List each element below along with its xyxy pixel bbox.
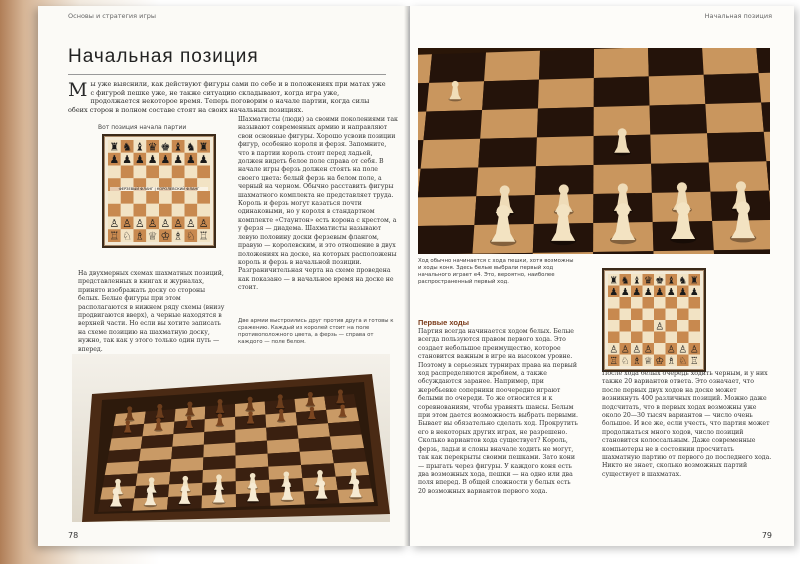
lead-text: ы уже выяснили, как действуют фигуры сами по себе и в положениях при матах уже с фигурой пешке уже, не также ситуацию складывают, когда игра уже, продолжается некоторое время. Теперь поговорим о начале партии, когда силы обеих сторон в полном составе стоят на своих начальных позициях.: [68, 80, 386, 114]
chess-piece: [148, 153, 158, 166]
diagram-board-e4: [608, 274, 700, 366]
page-title: Начальная позиция: [68, 46, 259, 67]
board-square: [666, 332, 678, 344]
board-square: [421, 139, 481, 169]
board-square: [649, 75, 706, 106]
chess-piece: [644, 356, 653, 366]
chess-piece: [678, 287, 687, 298]
board-square: [677, 309, 689, 321]
board-square: [204, 430, 236, 445]
body-column-right-page-1: Партия всегда начинается ходом белых. Белые всегда пользуются правом первого хода. Это создает небольшое преимущество, которое становится важным в игре на высоком уровне. Поэтому в серьезных турнирах права на первый ход распределяются жребием, а также обсуждаются заранее. Например, при жеребьевке соперники поочередно играют белыми по очереди. То же относится и к соревнованиям, чтобы уравнять шансы. Белым при этом дается возможность выбрать первыми. Бывает вы обязательно сделать ход. Прокрутить его в некоторых других играх, не разрешено. Сколько вариантов хода существует? Король, ферзь, ладьи и слоны вначале ходить не могут, так как перекрыты своими пешками. Зато кони — прыгать через фигуры. У каждого коня есть два возможных хода, пешки — на одно или два поля вперед. В общей сложности у белых есть 20 возможных вариантов первого хода.: [418, 328, 578, 495]
chess-piece: [199, 153, 209, 166]
board-square: [608, 320, 620, 332]
chess-piece: [644, 275, 653, 286]
chess-piece: [110, 217, 120, 230]
chess-piece: [148, 230, 158, 242]
board-square: [478, 137, 537, 167]
chess-piece: [609, 275, 618, 286]
chess-piece: [609, 287, 618, 298]
body-column-left: На двухмерных схемах шахматных позиций, представленных в книгах и журналах, принято изображать доску со стороны белых. Белые фигуры при этом располагаются в нижнем ряду схемы (внизу продвигаются вверх), а черные находятся в верхней части. Но если вы хотите записать на схеме позицию на шахматную доску, нужно, так как у этого только один путь — вперед.: [78, 270, 225, 353]
board-square: [650, 104, 708, 135]
board-square: [159, 166, 172, 179]
board-square: [677, 320, 689, 332]
board-square: [141, 434, 174, 449]
board-square: [137, 459, 171, 473]
chess-piece: [122, 217, 132, 230]
board-square: [654, 343, 666, 355]
board-square: [172, 166, 185, 179]
chess-piece: [186, 217, 196, 230]
chess-piece: [678, 344, 687, 355]
board-square: [643, 320, 655, 332]
board-square: [539, 49, 594, 80]
board-square: [171, 445, 204, 460]
board-square: [704, 73, 762, 104]
board-square: [654, 332, 666, 344]
board-square: [334, 462, 369, 477]
chess-piece: [690, 275, 699, 286]
flank-label: ФЕРЗЕВЫЙ ФЛАНГ | КОРОЛЕВСКИЙ ФЛАНГ: [110, 187, 208, 191]
board-square: [705, 103, 763, 134]
chess-piece: [135, 217, 145, 230]
chess-piece: [655, 356, 664, 366]
chess-piece: [148, 217, 158, 230]
board-square: [689, 309, 701, 321]
chess-piece: [161, 217, 171, 230]
chess-piece: [173, 230, 183, 242]
board-square: [121, 166, 134, 179]
board-square: [268, 452, 301, 467]
board-square: [689, 320, 701, 332]
board-square: [537, 107, 594, 137]
board-square: [648, 48, 704, 76]
board-square: [480, 109, 538, 139]
chess-piece: [161, 140, 171, 153]
chess-piece: [122, 230, 132, 242]
board-square: [185, 191, 198, 204]
board-square: [328, 421, 361, 437]
chess-piece: [667, 356, 676, 366]
chess-piece: [655, 287, 664, 298]
body-column-right: Шахматисты (люди) за своими поколениями так называют современных армию и направляют свои основные фигуры. Хорошо усвоив позиции фигур, особенно короля и ферзя. Запомните, что в партии король стоит перед ладьей, должен видеть белое поле справа от себя. В начале игры ферзь должен стоять на поле своего цвета: белый ферзь на белом поле, а черный на черном. Обычно расставить фигуры шахматного комплекта не представляет труда. Король и ферзь могут казаться почти одинаковыми, но у короля в стандартном комплекте «Стаунтон» есть корона с крестом, а у ферзя — диадема. Шахматисты называют левую половину доски ферзевым флангом, правую — королевским, и это отношение в двух положениях на доске, на которых расположены король и ферзь в начальной позиции. Разграничительная черта на схеме проведена как показано — в начальное время на доске не стоит.: [238, 116, 398, 292]
photo-illustration-closeup: [418, 48, 770, 254]
chess-piece: [667, 344, 676, 355]
chess-piece: [621, 344, 630, 355]
left-page: [38, 6, 408, 546]
board-square: [330, 435, 364, 450]
chess-piece: [173, 217, 183, 230]
board-square: [236, 454, 269, 469]
chess-piece: [122, 153, 132, 166]
board-square: [267, 439, 300, 454]
board-square: [121, 191, 134, 204]
board-square: [134, 191, 147, 204]
chess-piece: [186, 230, 196, 242]
board-square: [298, 437, 331, 452]
running-head-left: Основы и стратегия игры: [68, 12, 157, 20]
board-square: [677, 332, 689, 344]
chess-piece: [161, 230, 171, 242]
chess-piece: [173, 140, 183, 153]
photo-caption-right: Ход обычно начинается с хода пешки, хотя возможны и ходы коня. Здесь белые выбрали первый ход начального играет е4. Это, вероятно, наиболее распространенный первый ход.: [418, 258, 574, 285]
board-square: [105, 461, 139, 475]
board-square: [159, 191, 172, 204]
board-square: [197, 166, 210, 179]
photo-caption-left: Две армии выстроились друг против друга и готовы к сражению. Каждый из королей стоит на поле противоположного цвета, а ферзь — справа от каждого — поле белом.: [238, 318, 394, 345]
title-rule: [68, 74, 386, 75]
right-page: [410, 6, 794, 546]
board-square: [620, 309, 632, 321]
board-square: [631, 297, 643, 309]
board-square: [608, 332, 620, 344]
chess-piece: [186, 140, 196, 153]
board-square: [109, 436, 142, 450]
chess-piece: [667, 275, 676, 286]
lead-paragraph: [68, 80, 388, 114]
board-square: [654, 297, 666, 309]
chess-piece: [199, 230, 209, 242]
board-square: [429, 53, 486, 83]
chess-piece: [173, 153, 183, 166]
board-square: [608, 309, 620, 321]
board-square: [146, 191, 159, 204]
photo-illustration: [72, 354, 390, 522]
board-square: [689, 332, 701, 344]
chess-piece: [621, 356, 630, 366]
board-square: [332, 448, 367, 463]
board-square: [139, 447, 172, 461]
board-square: [650, 133, 708, 164]
board-square: [689, 297, 701, 309]
body-column-right-page-2: После хода белых очередь ходить черным, и у них также 20 вариантов ответа. Это означает, что после первых двух ходов на доске может возникнуть 400 различных позиций. Можно даже подсчитать, что в первых ходах возможны уже около 20—30 тысяч вариантов — число очень большое. И все же, если учесть, что партия может продолжаться много ходов, число позиций становится колоссальным. Даже современные компьютеры не в состоянии просчитать шахматную партию от первого до последнего хода. Никто не знает, сколько возможных партий существует в шахматах.: [602, 370, 772, 478]
board-square: [482, 80, 539, 110]
board-square: [108, 166, 121, 179]
board-square: [146, 166, 159, 179]
chess-piece: [135, 230, 145, 242]
chess-piece: [632, 287, 641, 298]
chess-piece: [609, 344, 618, 355]
chess-piece: [655, 275, 664, 286]
board-square: [643, 297, 655, 309]
board-square: [146, 204, 159, 217]
chess-piece: [621, 287, 630, 298]
board-square: [666, 297, 678, 309]
board-square: [172, 432, 204, 447]
board-square: [203, 443, 235, 458]
board-square: [172, 191, 185, 204]
board-square: [423, 110, 482, 140]
board-square: [620, 297, 632, 309]
board-square: [707, 132, 766, 163]
board-square: [134, 166, 147, 179]
board-square: [538, 78, 594, 109]
board-square: [185, 204, 198, 217]
chess-piece: [678, 275, 687, 286]
chess-piece: [122, 140, 132, 153]
book-spread: [38, 6, 794, 546]
chess-piece: [678, 356, 687, 366]
board-square: [620, 320, 632, 332]
board-square: [677, 297, 689, 309]
board-square: [418, 225, 474, 254]
section-subhead: Первые ходы: [418, 318, 470, 327]
first-move-diagram: [602, 268, 706, 372]
board-square: [631, 320, 643, 332]
chessboard-photo-left: [72, 354, 390, 522]
diagram-board: [108, 140, 210, 242]
chess-piece: [609, 356, 618, 366]
board-square: [300, 450, 334, 465]
chess-piece: [632, 344, 641, 355]
board-square: [235, 428, 267, 443]
board-square: [631, 332, 643, 344]
chess-piece: [199, 140, 209, 153]
board-square: [297, 423, 330, 438]
board-square: [643, 332, 655, 344]
board-square: [536, 136, 594, 166]
board-square: [266, 425, 298, 440]
board-square: [134, 204, 147, 217]
chess-piece: [621, 275, 630, 286]
board-square: [594, 48, 649, 78]
chess-piece: [135, 140, 145, 153]
board-square: [235, 441, 267, 456]
board-square: [172, 204, 185, 217]
chess-piece: [110, 230, 120, 242]
board-square: [121, 204, 134, 217]
board-square: [197, 204, 210, 217]
board-square: [107, 449, 141, 463]
board-square: [418, 196, 476, 226]
board-square: [666, 320, 678, 332]
board-square: [170, 457, 203, 471]
board-square: [185, 166, 198, 179]
board-square: [643, 309, 655, 321]
drop-cap: М: [68, 79, 88, 101]
diagram-caption: Вот позиция начала партии: [98, 124, 187, 131]
board-square: [654, 309, 666, 321]
board-square: [108, 204, 121, 217]
chess-piece: [110, 140, 120, 153]
chessboard-photo-right: [418, 48, 770, 254]
chess-piece: [690, 287, 699, 298]
board-square: [197, 191, 210, 204]
starting-position-diagram: [102, 134, 216, 248]
chess-piece: [186, 153, 196, 166]
chess-piece: [161, 153, 171, 166]
board-square: [108, 191, 121, 204]
chess-piece: [655, 321, 664, 332]
chess-piece: [148, 140, 158, 153]
chess-piece: [690, 344, 699, 355]
running-head-right: Начальная позиция: [704, 12, 772, 20]
page-number-left: 78: [68, 531, 79, 540]
chess-piece: [644, 344, 653, 355]
board-square: [594, 76, 650, 107]
chess-piece: [690, 356, 699, 366]
chess-piece: [110, 153, 120, 166]
chess-piece: [199, 217, 209, 230]
board-square: [702, 48, 759, 75]
board-square: [203, 456, 236, 471]
board-square: [159, 204, 172, 217]
chess-piece: [644, 287, 653, 298]
board-square: [484, 51, 540, 82]
board-square: [418, 168, 478, 198]
page-number-right: 79: [761, 531, 772, 540]
chess-piece: [632, 275, 641, 286]
chess-piece: [135, 153, 145, 166]
board-square: [666, 309, 678, 321]
board-square: [631, 309, 643, 321]
chess-piece: [667, 287, 676, 298]
board-square: [620, 332, 632, 344]
chess-piece: [632, 356, 641, 366]
board-square: [608, 297, 620, 309]
